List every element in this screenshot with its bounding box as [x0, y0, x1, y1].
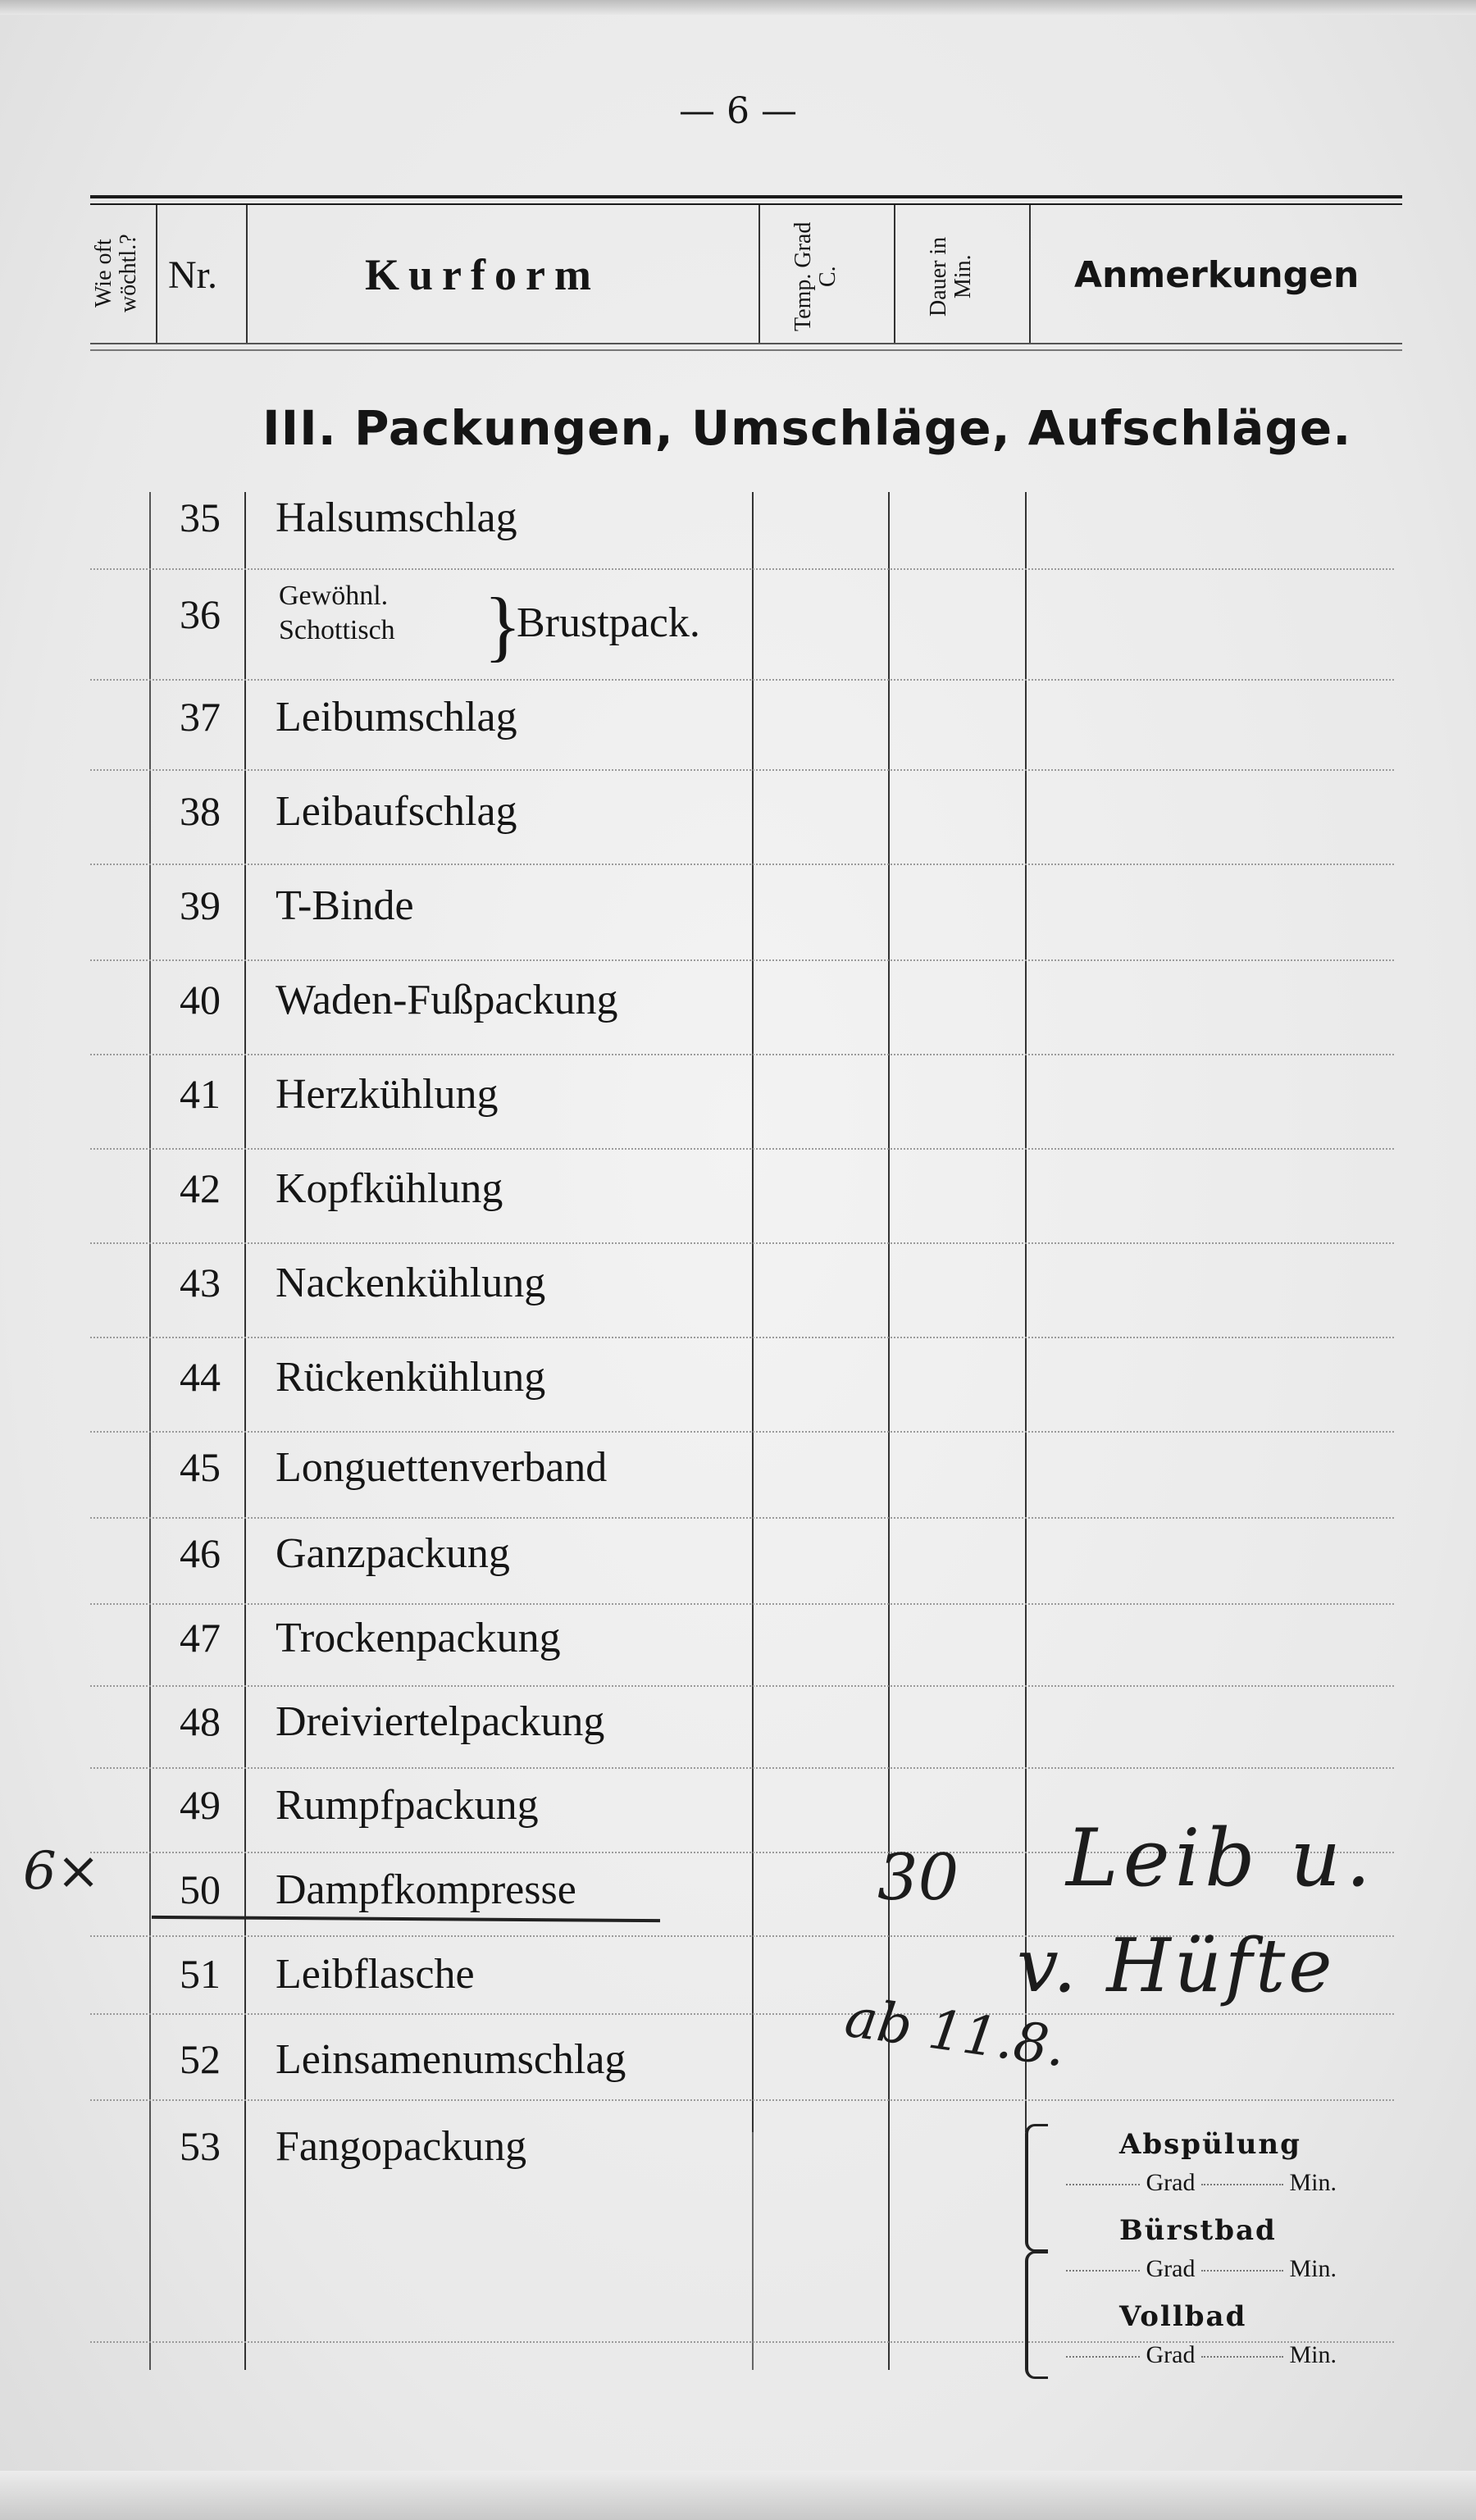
row-number: 49	[180, 1782, 221, 1828]
grad-label: Grad	[1146, 2169, 1196, 2196]
row-number: 47	[180, 1615, 221, 1661]
row-kurform-sub2: Schottisch	[279, 615, 395, 645]
page-edge-top	[0, 0, 1476, 15]
row-kurform: Rumpfpackung	[276, 1782, 539, 1829]
row-separator	[90, 1337, 1394, 1338]
row-separator	[90, 1767, 1394, 1769]
row-kurform: Herzkühlung	[276, 1071, 499, 1118]
side-brace-lower	[1025, 2251, 1048, 2379]
row-kurform: Fangopackung	[276, 2123, 527, 2170]
header-kurform: Kurform	[365, 250, 600, 299]
row-kurform: Nackenkühlung	[276, 1260, 546, 1306]
row-kurform: Ganzpackung	[276, 1530, 510, 1577]
row-number: 37	[180, 694, 221, 740]
row-number: 51	[180, 1951, 221, 1997]
row-kurform: Brustpack.	[517, 599, 700, 646]
row-kurform-sub1: Gewöhnl.	[279, 581, 389, 611]
row-separator	[90, 769, 1394, 771]
row-number: 36	[180, 591, 221, 637]
handwritten-temperature: 30	[877, 1841, 959, 1915]
row-separator	[90, 959, 1394, 961]
row-separator	[90, 1517, 1394, 1519]
row-number: 45	[180, 1444, 221, 1490]
row-number: 43	[180, 1260, 221, 1306]
row-kurform: Leinsamenumschlag	[276, 2036, 626, 2083]
label-buerstbad: Bürstbad	[1119, 2214, 1277, 2247]
vollbad-fields	[1066, 2341, 1337, 2369]
header-top-rule-thin	[90, 203, 1402, 205]
row-number: 38	[180, 788, 221, 834]
header-sep-5	[1029, 205, 1031, 343]
row-kurform: Trockenpackung	[276, 1615, 561, 1661]
handwritten-note-line2: v. Hüfte	[1017, 1923, 1336, 2009]
header-bottom-rule	[90, 343, 1402, 344]
row-separator	[90, 2013, 1394, 2015]
row-number: 35	[180, 494, 221, 540]
handwritten-frequency: 6×	[23, 1841, 101, 1902]
header-bottom-rule-2	[90, 349, 1402, 351]
row-number: 52	[180, 2036, 221, 2082]
header-sep-2	[246, 205, 248, 343]
row-separator	[90, 568, 1394, 570]
brace-glyph: }	[484, 581, 522, 669]
row-separator	[90, 1054, 1394, 1055]
row-50-underline	[152, 1916, 660, 1922]
row-separator	[90, 2099, 1394, 2101]
row-kurform: Halsumschlag	[276, 494, 517, 541]
row-separator	[90, 1603, 1394, 1605]
row-kurform: Leibumschlag	[276, 694, 517, 741]
row-number: 53	[180, 2123, 221, 2169]
grad-label: Grad	[1146, 2255, 1196, 2282]
header-dauer: Dauer in Min.	[926, 236, 976, 317]
row-number: 42	[180, 1165, 221, 1211]
min-label: Min.	[1289, 2169, 1337, 2196]
row-separator	[90, 1431, 1394, 1433]
col-line-dauer	[1025, 492, 1027, 2132]
row-separator	[90, 1242, 1394, 1244]
abspuelung-fields	[1066, 2169, 1337, 2197]
row-kurform: Dampfkompresse	[276, 1866, 576, 1913]
row-kurform: Kopfkühlung	[276, 1165, 503, 1212]
row-kurform: Leibaufschlag	[276, 788, 517, 835]
label-abspuelung: Abspülung	[1119, 2128, 1301, 2161]
row-number: 50	[180, 1866, 221, 1912]
col-line-kurform-lower	[752, 2132, 754, 2370]
header-sep-3	[758, 205, 760, 343]
row-separator	[90, 1148, 1394, 1150]
row-kurform: Rückenkühlung	[276, 1354, 546, 1401]
row-separator	[90, 679, 1394, 681]
row-kurform: Leibflasche	[276, 1951, 475, 1998]
row-number: 40	[180, 977, 221, 1023]
row-kurform: Longuettenverband	[276, 1444, 608, 1491]
header-top-rule	[90, 195, 1402, 198]
header-temp: Temp. Grad C.	[790, 221, 840, 331]
header-nr: Nr.	[168, 253, 217, 297]
row-separator	[90, 864, 1394, 865]
col-line-kurform	[752, 492, 754, 2132]
row-number: 41	[180, 1071, 221, 1117]
row-number: 48	[180, 1698, 221, 1744]
header-anmerkungen: Anmerkungen	[1074, 254, 1360, 296]
row-number: 39	[180, 882, 221, 928]
row-number: 46	[180, 1530, 221, 1576]
row-separator	[90, 1685, 1394, 1687]
row-kurform: Waden-Fußpackung	[276, 977, 618, 1023]
min-label: Min.	[1289, 2341, 1337, 2368]
row-kurform: T-Binde	[276, 882, 414, 929]
handwritten-note-line1: Leib u.	[1066, 1812, 1376, 1904]
label-vollbad: Vollbad	[1119, 2300, 1247, 2333]
row-number: 44	[180, 1354, 221, 1400]
row-kurform: Dreiviertelpackung	[276, 1698, 605, 1745]
page-number: — 6 —	[679, 90, 797, 132]
header-frequency: Wie oft wöchtl.?	[91, 234, 141, 312]
buerstbad-fields	[1066, 2255, 1337, 2283]
min-label: Min.	[1289, 2255, 1337, 2282]
grad-label: Grad	[1146, 2341, 1196, 2368]
header-sep-4	[894, 205, 895, 343]
page-edge-bottom	[0, 2471, 1476, 2520]
header-sep-1	[156, 205, 157, 343]
section-title: III. Packungen, Umschläge, Aufschläge.	[262, 400, 1352, 456]
side-brace-upper	[1025, 2124, 1048, 2252]
handwritten-date: ab 11.8.	[840, 1985, 1070, 2080]
